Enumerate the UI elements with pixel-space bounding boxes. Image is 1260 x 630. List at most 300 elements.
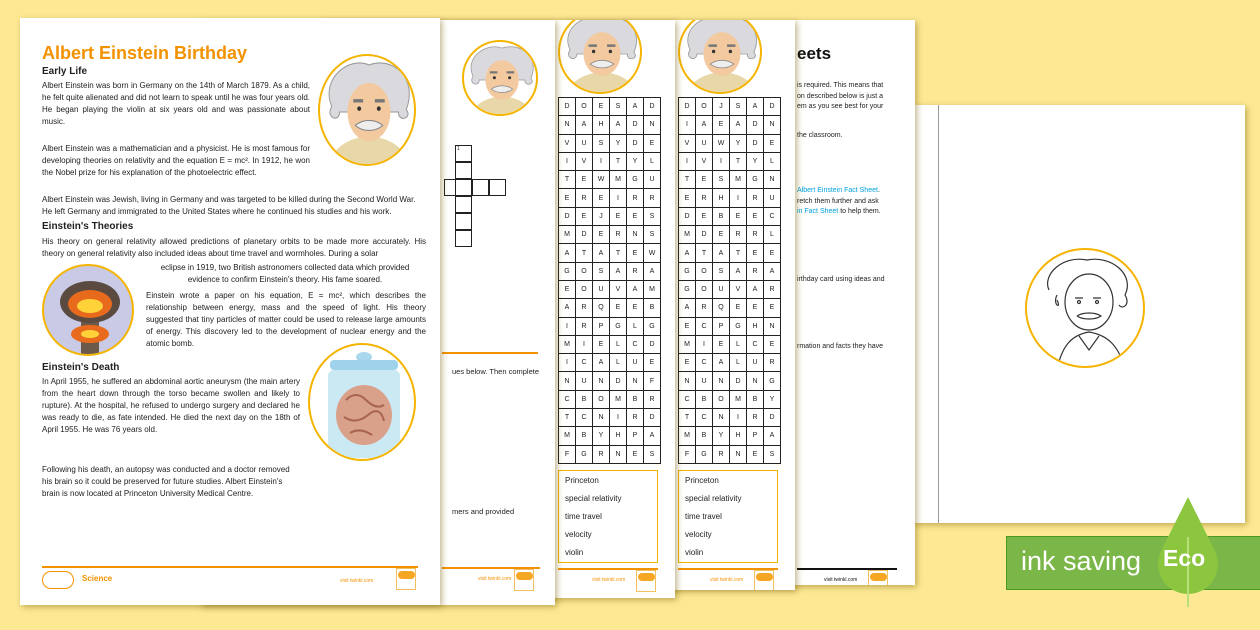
grid-cell[interactable]: R: [576, 189, 593, 207]
grid-cell[interactable]: M: [730, 171, 747, 189]
grid-cell[interactable]: Y: [627, 152, 644, 170]
grid-cell[interactable]: A: [730, 116, 747, 134]
grid-cell[interactable]: U: [696, 372, 713, 390]
grid-cell[interactable]: C: [696, 317, 713, 335]
grid-cell[interactable]: E: [593, 189, 610, 207]
grid-cell[interactable]: A: [764, 262, 781, 280]
grid-row: [559, 409, 661, 427]
grid-cell[interactable]: O: [576, 262, 593, 280]
grid-cell[interactable]: F: [644, 372, 661, 390]
grid-cell[interactable]: N: [627, 372, 644, 390]
grid-cell[interactable]: I: [610, 189, 627, 207]
grid-cell[interactable]: I: [559, 317, 576, 335]
grid-cell[interactable]: U: [713, 280, 730, 298]
grid-cell[interactable]: E: [627, 299, 644, 317]
grid-cell[interactable]: G: [576, 445, 593, 463]
einstein-line-drawing: [1025, 248, 1145, 368]
grid-cell[interactable]: O: [593, 390, 610, 408]
grid-cell[interactable]: G: [747, 171, 764, 189]
grid-cell[interactable]: S: [644, 226, 661, 244]
grid-cell[interactable]: G: [679, 280, 696, 298]
grid-cell[interactable]: E: [730, 207, 747, 225]
section-divider: [442, 352, 538, 354]
grid-cell[interactable]: O: [576, 98, 593, 116]
grid-cell[interactable]: C: [576, 409, 593, 427]
grid-cell[interactable]: R: [576, 317, 593, 335]
grid-cell[interactable]: E: [576, 171, 593, 189]
grid-cell[interactable]: M: [644, 280, 661, 298]
grid-cell[interactable]: V: [679, 134, 696, 152]
grid-cell[interactable]: A: [730, 262, 747, 280]
grid-cell[interactable]: M: [559, 427, 576, 445]
grid-cell[interactable]: E: [730, 299, 747, 317]
grid-cell[interactable]: D: [610, 372, 627, 390]
grid-cell[interactable]: E: [593, 226, 610, 244]
grid-cell[interactable]: B: [696, 427, 713, 445]
grid-cell[interactable]: E: [764, 335, 781, 353]
paragraph: In April 1955, he suffered an abdominal aortic aneurysm (the main artery from the heart down through the torso became swollen and likely to rupture). At the hospital, he refused to undergo surgery and declared he was ready to die, as fate intended. He died the next day on the 18th of April 1955. He was 76 years old.: [42, 377, 300, 434]
einstein-portrait: [678, 20, 762, 94]
grid-cell[interactable]: S: [764, 445, 781, 463]
grid-cell[interactable]: V: [730, 280, 747, 298]
grid-cell[interactable]: D: [730, 372, 747, 390]
word-list-item: time travel: [685, 512, 722, 521]
grid-cell[interactable]: N: [644, 116, 661, 134]
grid-cell[interactable]: I: [730, 409, 747, 427]
grid-cell[interactable]: U: [696, 134, 713, 152]
grid-cell[interactable]: I: [713, 152, 730, 170]
grid-cell[interactable]: Y: [610, 134, 627, 152]
grid-cell[interactable]: N: [713, 372, 730, 390]
grid-cell[interactable]: T: [610, 152, 627, 170]
grid-row: [559, 262, 661, 280]
grid-cell[interactable]: D: [644, 335, 661, 353]
grid-cell[interactable]: E: [764, 134, 781, 152]
grid-cell[interactable]: V: [576, 152, 593, 170]
grid-cell[interactable]: M: [559, 226, 576, 244]
twinkl-logo: [754, 570, 774, 590]
grid-cell[interactable]: D: [747, 116, 764, 134]
grid-cell[interactable]: H: [730, 427, 747, 445]
footer-site[interactable]: visit twinkl.com: [824, 577, 858, 583]
grid-cell[interactable]: H: [713, 189, 730, 207]
grid-cell[interactable]: A: [764, 427, 781, 445]
grid-row: [559, 226, 661, 244]
grid-cell[interactable]: R: [610, 226, 627, 244]
notes-text: to help them.: [838, 208, 881, 215]
grid-cell[interactable]: T: [730, 244, 747, 262]
paragraph: Albert Einstein was born in Germany on the 14th of March 1879. As a child, he felt quite alienated and did not learn to speak until he was four years old. He began playing the violin at six years old and was passionate about music.: [42, 81, 310, 126]
grid-cell[interactable]: M: [610, 171, 627, 189]
grid-cell[interactable]: P: [747, 427, 764, 445]
grid-cell[interactable]: A: [593, 354, 610, 372]
grid-cell[interactable]: G: [559, 262, 576, 280]
grid-cell[interactable]: I: [679, 152, 696, 170]
grid-cell[interactable]: N: [713, 409, 730, 427]
grid-cell[interactable]: W: [644, 244, 661, 262]
grid-cell[interactable]: O: [713, 390, 730, 408]
grid-cell[interactable]: N: [764, 171, 781, 189]
grid-cell[interactable]: Y: [747, 152, 764, 170]
grid-cell[interactable]: Q: [593, 299, 610, 317]
grid-cell[interactable]: E: [696, 171, 713, 189]
fact-sheet-link[interactable]: Albert Einstein Fact Sheet: [797, 187, 878, 194]
grid-cell[interactable]: D: [559, 98, 576, 116]
grid-cell[interactable]: G: [730, 317, 747, 335]
grid-cell[interactable]: R: [764, 354, 781, 372]
grid-cell[interactable]: A: [644, 427, 661, 445]
word-list-item: time travel: [565, 512, 602, 521]
grid-cell[interactable]: M: [559, 335, 576, 353]
grid-cell[interactable]: E: [559, 189, 576, 207]
grid-cell[interactable]: Y: [764, 390, 781, 408]
grid-cell[interactable]: A: [610, 262, 627, 280]
grid-cell[interactable]: H: [593, 116, 610, 134]
grid-cell[interactable]: A: [679, 244, 696, 262]
grid-cell[interactable]: N: [747, 372, 764, 390]
grid-cell[interactable]: A: [627, 280, 644, 298]
grid-cell[interactable]: U: [747, 354, 764, 372]
grid-cell[interactable]: B: [696, 390, 713, 408]
grid-cell[interactable]: C: [679, 390, 696, 408]
page-title: Albert Einstein Birthday: [42, 43, 248, 63]
grid-cell[interactable]: G: [696, 445, 713, 463]
grid-cell[interactable]: C: [696, 409, 713, 427]
grid-cell[interactable]: V: [559, 134, 576, 152]
grid-cell[interactable]: E: [713, 116, 730, 134]
grid-cell[interactable]: J: [713, 98, 730, 116]
paragraph: Albert Einstein was a mathematician and a physicist. He is most famous for developing theories on relativity and the equation E = mc². In 1912, he won the Nobel prize for his explanation of the photoelectric effect.: [42, 144, 310, 177]
grid-cell[interactable]: L: [644, 152, 661, 170]
grid-cell[interactable]: M: [679, 427, 696, 445]
grid-cell[interactable]: Y: [593, 427, 610, 445]
grid-cell[interactable]: A: [747, 280, 764, 298]
grid-cell[interactable]: J: [593, 207, 610, 225]
grid-cell[interactable]: I: [593, 152, 610, 170]
grid-cell[interactable]: U: [593, 280, 610, 298]
grid-cell[interactable]: T: [696, 244, 713, 262]
crossword-cell[interactable]: [472, 179, 489, 196]
grid-cell[interactable]: N: [559, 116, 576, 134]
footer-line: [42, 566, 418, 568]
crossword-cell[interactable]: [455, 179, 472, 196]
notes-line: irthday card using ideas and: [797, 276, 885, 283]
grid-cell[interactable]: E: [644, 354, 661, 372]
grid-cell[interactable]: C: [627, 335, 644, 353]
grid-cell[interactable]: A: [593, 244, 610, 262]
grid-cell[interactable]: A: [747, 98, 764, 116]
grid-cell[interactable]: L: [730, 335, 747, 353]
grid-cell[interactable]: A: [713, 354, 730, 372]
grid-cell[interactable]: M: [610, 390, 627, 408]
grid-cell[interactable]: D: [679, 98, 696, 116]
grid-cell[interactable]: I: [559, 152, 576, 170]
grid-cell[interactable]: U: [576, 372, 593, 390]
grid-row: [559, 280, 661, 298]
grid-cell[interactable]: R: [747, 409, 764, 427]
grid-cell[interactable]: A: [627, 98, 644, 116]
ink-saving-badge: [1006, 536, 1260, 590]
grid-cell[interactable]: E: [679, 354, 696, 372]
grid-row: [679, 152, 781, 170]
grid-cell[interactable]: D: [679, 207, 696, 225]
grid-cell[interactable]: L: [627, 317, 644, 335]
grid-cell[interactable]: O: [696, 262, 713, 280]
grid-cell[interactable]: N: [627, 226, 644, 244]
grid-cell[interactable]: C: [559, 390, 576, 408]
grid-cell[interactable]: V: [696, 152, 713, 170]
grid-cell[interactable]: B: [576, 390, 593, 408]
grid-cell[interactable]: C: [576, 354, 593, 372]
grid-cell[interactable]: D: [559, 207, 576, 225]
grid-cell[interactable]: E: [747, 445, 764, 463]
grid-cell[interactable]: R: [747, 189, 764, 207]
grid-cell[interactable]: A: [713, 244, 730, 262]
grid-cell[interactable]: M: [679, 335, 696, 353]
grid-row: [679, 354, 781, 372]
grid-cell[interactable]: E: [679, 317, 696, 335]
grid-cell[interactable]: F: [559, 445, 576, 463]
card-fold-line: [938, 105, 939, 523]
grid-row: [679, 280, 781, 298]
grid-cell[interactable]: D: [696, 226, 713, 244]
grid-cell[interactable]: L: [610, 354, 627, 372]
grid-row: [679, 427, 781, 445]
grid-cell[interactable]: D: [747, 134, 764, 152]
grid-cell[interactable]: D: [644, 98, 661, 116]
grid-cell[interactable]: T: [679, 171, 696, 189]
grid-cell[interactable]: L: [610, 335, 627, 353]
grid-cell[interactable]: N: [559, 372, 576, 390]
grid-cell[interactable]: I: [559, 354, 576, 372]
grid-cell[interactable]: R: [627, 189, 644, 207]
grid-cell[interactable]: B: [713, 207, 730, 225]
grid-cell[interactable]: D: [576, 226, 593, 244]
grid-cell[interactable]: H: [747, 317, 764, 335]
grid-cell[interactable]: M: [679, 226, 696, 244]
eco-label: Eco: [1163, 545, 1206, 571]
grid-row: [559, 116, 661, 134]
grid-cell[interactable]: E: [713, 335, 730, 353]
grid-cell[interactable]: T: [559, 409, 576, 427]
grid-cell[interactable]: S: [593, 134, 610, 152]
grid-cell[interactable]: N: [764, 116, 781, 134]
grid-cell[interactable]: U: [627, 354, 644, 372]
grid-cell[interactable]: A: [576, 116, 593, 134]
grid-cell[interactable]: G: [644, 317, 661, 335]
einstein-portrait: [558, 20, 642, 94]
grid-cell[interactable]: G: [610, 317, 627, 335]
footer-site[interactable]: visit twinkl.com: [710, 577, 744, 583]
grid-cell[interactable]: A: [644, 262, 661, 280]
grid-cell[interactable]: R: [644, 390, 661, 408]
grid-cell[interactable]: U: [644, 171, 661, 189]
grid-cell[interactable]: G: [679, 262, 696, 280]
grid-cell[interactable]: U: [764, 189, 781, 207]
grid-cell[interactable]: E: [627, 445, 644, 463]
grid-cell[interactable]: R: [627, 409, 644, 427]
grid-cell[interactable]: H: [610, 427, 627, 445]
grid-row: [559, 335, 661, 353]
grid-cell[interactable]: N: [593, 409, 610, 427]
grid-cell[interactable]: S: [644, 207, 661, 225]
grid-cell[interactable]: N: [593, 372, 610, 390]
grid-cell[interactable]: A: [559, 244, 576, 262]
einstein-portrait: [462, 40, 538, 116]
grid-cell[interactable]: E: [764, 299, 781, 317]
grid-cell[interactable]: U: [576, 134, 593, 152]
grid-cell[interactable]: E: [679, 189, 696, 207]
grid-row: [559, 207, 661, 225]
grid-cell[interactable]: A: [610, 116, 627, 134]
footer-site[interactable]: visit twinkl.com: [340, 578, 374, 584]
grid-cell[interactable]: B: [576, 427, 593, 445]
footer-site[interactable]: visit twinkl.com: [592, 577, 626, 583]
grid-cell[interactable]: E: [644, 134, 661, 152]
paragraph: Albert Einstein was Jewish, living in Germany and was targeted to be killed during the Second World War. He left Germany and immigrated to the United States where he continued his studies and his work.: [42, 195, 416, 216]
crossword-cell[interactable]: [455, 196, 472, 213]
grid-cell[interactable]: E: [610, 207, 627, 225]
twinkl-logo: [868, 570, 888, 585]
grid-cell[interactable]: R: [747, 262, 764, 280]
grid-cell[interactable]: E: [627, 244, 644, 262]
grid-cell[interactable]: E: [713, 226, 730, 244]
grid-cell[interactable]: A: [559, 299, 576, 317]
grid-cell[interactable]: I: [696, 335, 713, 353]
grid-cell[interactable]: R: [764, 280, 781, 298]
grid-cell[interactable]: R: [713, 445, 730, 463]
word-list-item: violin: [565, 548, 584, 557]
grid-cell[interactable]: E: [747, 244, 764, 262]
twinkl-logo: [514, 569, 534, 591]
grid-cell[interactable]: B: [644, 299, 661, 317]
grid-cell[interactable]: M: [730, 390, 747, 408]
grid-cell[interactable]: O: [576, 280, 593, 298]
grid-cell[interactable]: D: [764, 409, 781, 427]
grid-cell[interactable]: S: [713, 171, 730, 189]
grid-cell[interactable]: L: [730, 354, 747, 372]
grid-cell[interactable]: R: [593, 445, 610, 463]
crossword-cell[interactable]: [455, 213, 472, 230]
grid-cell[interactable]: D: [627, 134, 644, 152]
grid-cell[interactable]: S: [593, 262, 610, 280]
grid-cell[interactable]: L: [764, 152, 781, 170]
grid-cell[interactable]: R: [730, 226, 747, 244]
grid-cell[interactable]: E: [627, 207, 644, 225]
grid-cell[interactable]: L: [764, 226, 781, 244]
grid-cell[interactable]: R: [747, 226, 764, 244]
grid-cell[interactable]: P: [593, 317, 610, 335]
grid-cell[interactable]: S: [610, 98, 627, 116]
grid-cell[interactable]: V: [610, 280, 627, 298]
grid-cell[interactable]: D: [627, 116, 644, 134]
grid-cell[interactable]: I: [679, 116, 696, 134]
twinkl-logo: [636, 570, 656, 592]
grid-cell[interactable]: N: [764, 317, 781, 335]
grid-cell[interactable]: C: [764, 207, 781, 225]
grid-cell[interactable]: E: [764, 244, 781, 262]
grid-cell[interactable]: E: [747, 207, 764, 225]
einstein-face-icon: [560, 20, 642, 94]
grid-cell[interactable]: O: [696, 280, 713, 298]
fact-sheet-page: [20, 18, 440, 605]
grid-row: [559, 354, 661, 372]
grid-cell[interactable]: E: [559, 280, 576, 298]
grid-cell[interactable]: F: [679, 445, 696, 463]
grid-cell[interactable]: R: [696, 189, 713, 207]
grid-cell[interactable]: B: [627, 390, 644, 408]
word-list-item: violin: [685, 548, 704, 557]
grid-cell[interactable]: E: [576, 207, 593, 225]
grid-row: [679, 390, 781, 408]
crossword-cell[interactable]: [489, 179, 506, 196]
footer-site[interactable]: visit twinkl.com: [478, 576, 512, 582]
notes-line: is required. This means that: [797, 82, 884, 89]
grid-cell[interactable]: Y: [730, 134, 747, 152]
grid-cell[interactable]: T: [730, 152, 747, 170]
grid-cell[interactable]: I: [610, 409, 627, 427]
grid-cell[interactable]: C: [747, 335, 764, 353]
grid-cell[interactable]: O: [696, 98, 713, 116]
grid-cell[interactable]: G: [627, 171, 644, 189]
grid-cell[interactable]: R: [696, 299, 713, 317]
grid-cell[interactable]: C: [696, 354, 713, 372]
notes-line: the classroom.: [797, 132, 843, 139]
grid-cell[interactable]: P: [627, 427, 644, 445]
grid-cell[interactable]: T: [610, 244, 627, 262]
grid-cell[interactable]: S: [730, 98, 747, 116]
crossword-clue: mers and provided: [452, 507, 515, 516]
grid-cell[interactable]: N: [679, 372, 696, 390]
grid-cell[interactable]: Y: [713, 427, 730, 445]
grid-cell[interactable]: T: [679, 409, 696, 427]
grid-cell[interactable]: E: [747, 299, 764, 317]
grid-cell[interactable]: P: [713, 317, 730, 335]
grid-cell[interactable]: E: [696, 207, 713, 225]
grid-cell[interactable]: T: [576, 244, 593, 262]
grid-cell[interactable]: D: [644, 409, 661, 427]
section-heading: Early Life: [42, 66, 88, 77]
grid-cell[interactable]: E: [593, 98, 610, 116]
grid-cell[interactable]: N: [730, 445, 747, 463]
grid-cell[interactable]: N: [610, 445, 627, 463]
grid-row: [679, 226, 781, 244]
grid-cell[interactable]: Q: [713, 299, 730, 317]
grid-cell[interactable]: D: [764, 98, 781, 116]
grid-cell[interactable]: T: [559, 171, 576, 189]
grid-cell[interactable]: S: [644, 445, 661, 463]
grid-cell[interactable]: W: [713, 134, 730, 152]
grid-cell[interactable]: R: [576, 299, 593, 317]
grid-cell[interactable]: E: [593, 335, 610, 353]
grid-cell[interactable]: A: [679, 299, 696, 317]
grid-cell[interactable]: A: [696, 116, 713, 134]
grid-cell[interactable]: B: [747, 390, 764, 408]
grid-row: [679, 299, 781, 317]
crossword-cell[interactable]: [455, 162, 472, 179]
grid-cell[interactable]: G: [764, 372, 781, 390]
grid-cell[interactable]: R: [627, 262, 644, 280]
grid-cell[interactable]: R: [644, 189, 661, 207]
grid-cell[interactable]: I: [730, 189, 747, 207]
crossword-cell[interactable]: [455, 145, 472, 162]
fact-sheet-link[interactable]: in Fact Sheet: [797, 208, 839, 215]
grid-cell[interactable]: E: [610, 299, 627, 317]
grid-cell[interactable]: I: [576, 335, 593, 353]
grid-cell[interactable]: W: [593, 171, 610, 189]
crossword-cell[interactable]: [455, 230, 472, 247]
grid-cell[interactable]: S: [713, 262, 730, 280]
